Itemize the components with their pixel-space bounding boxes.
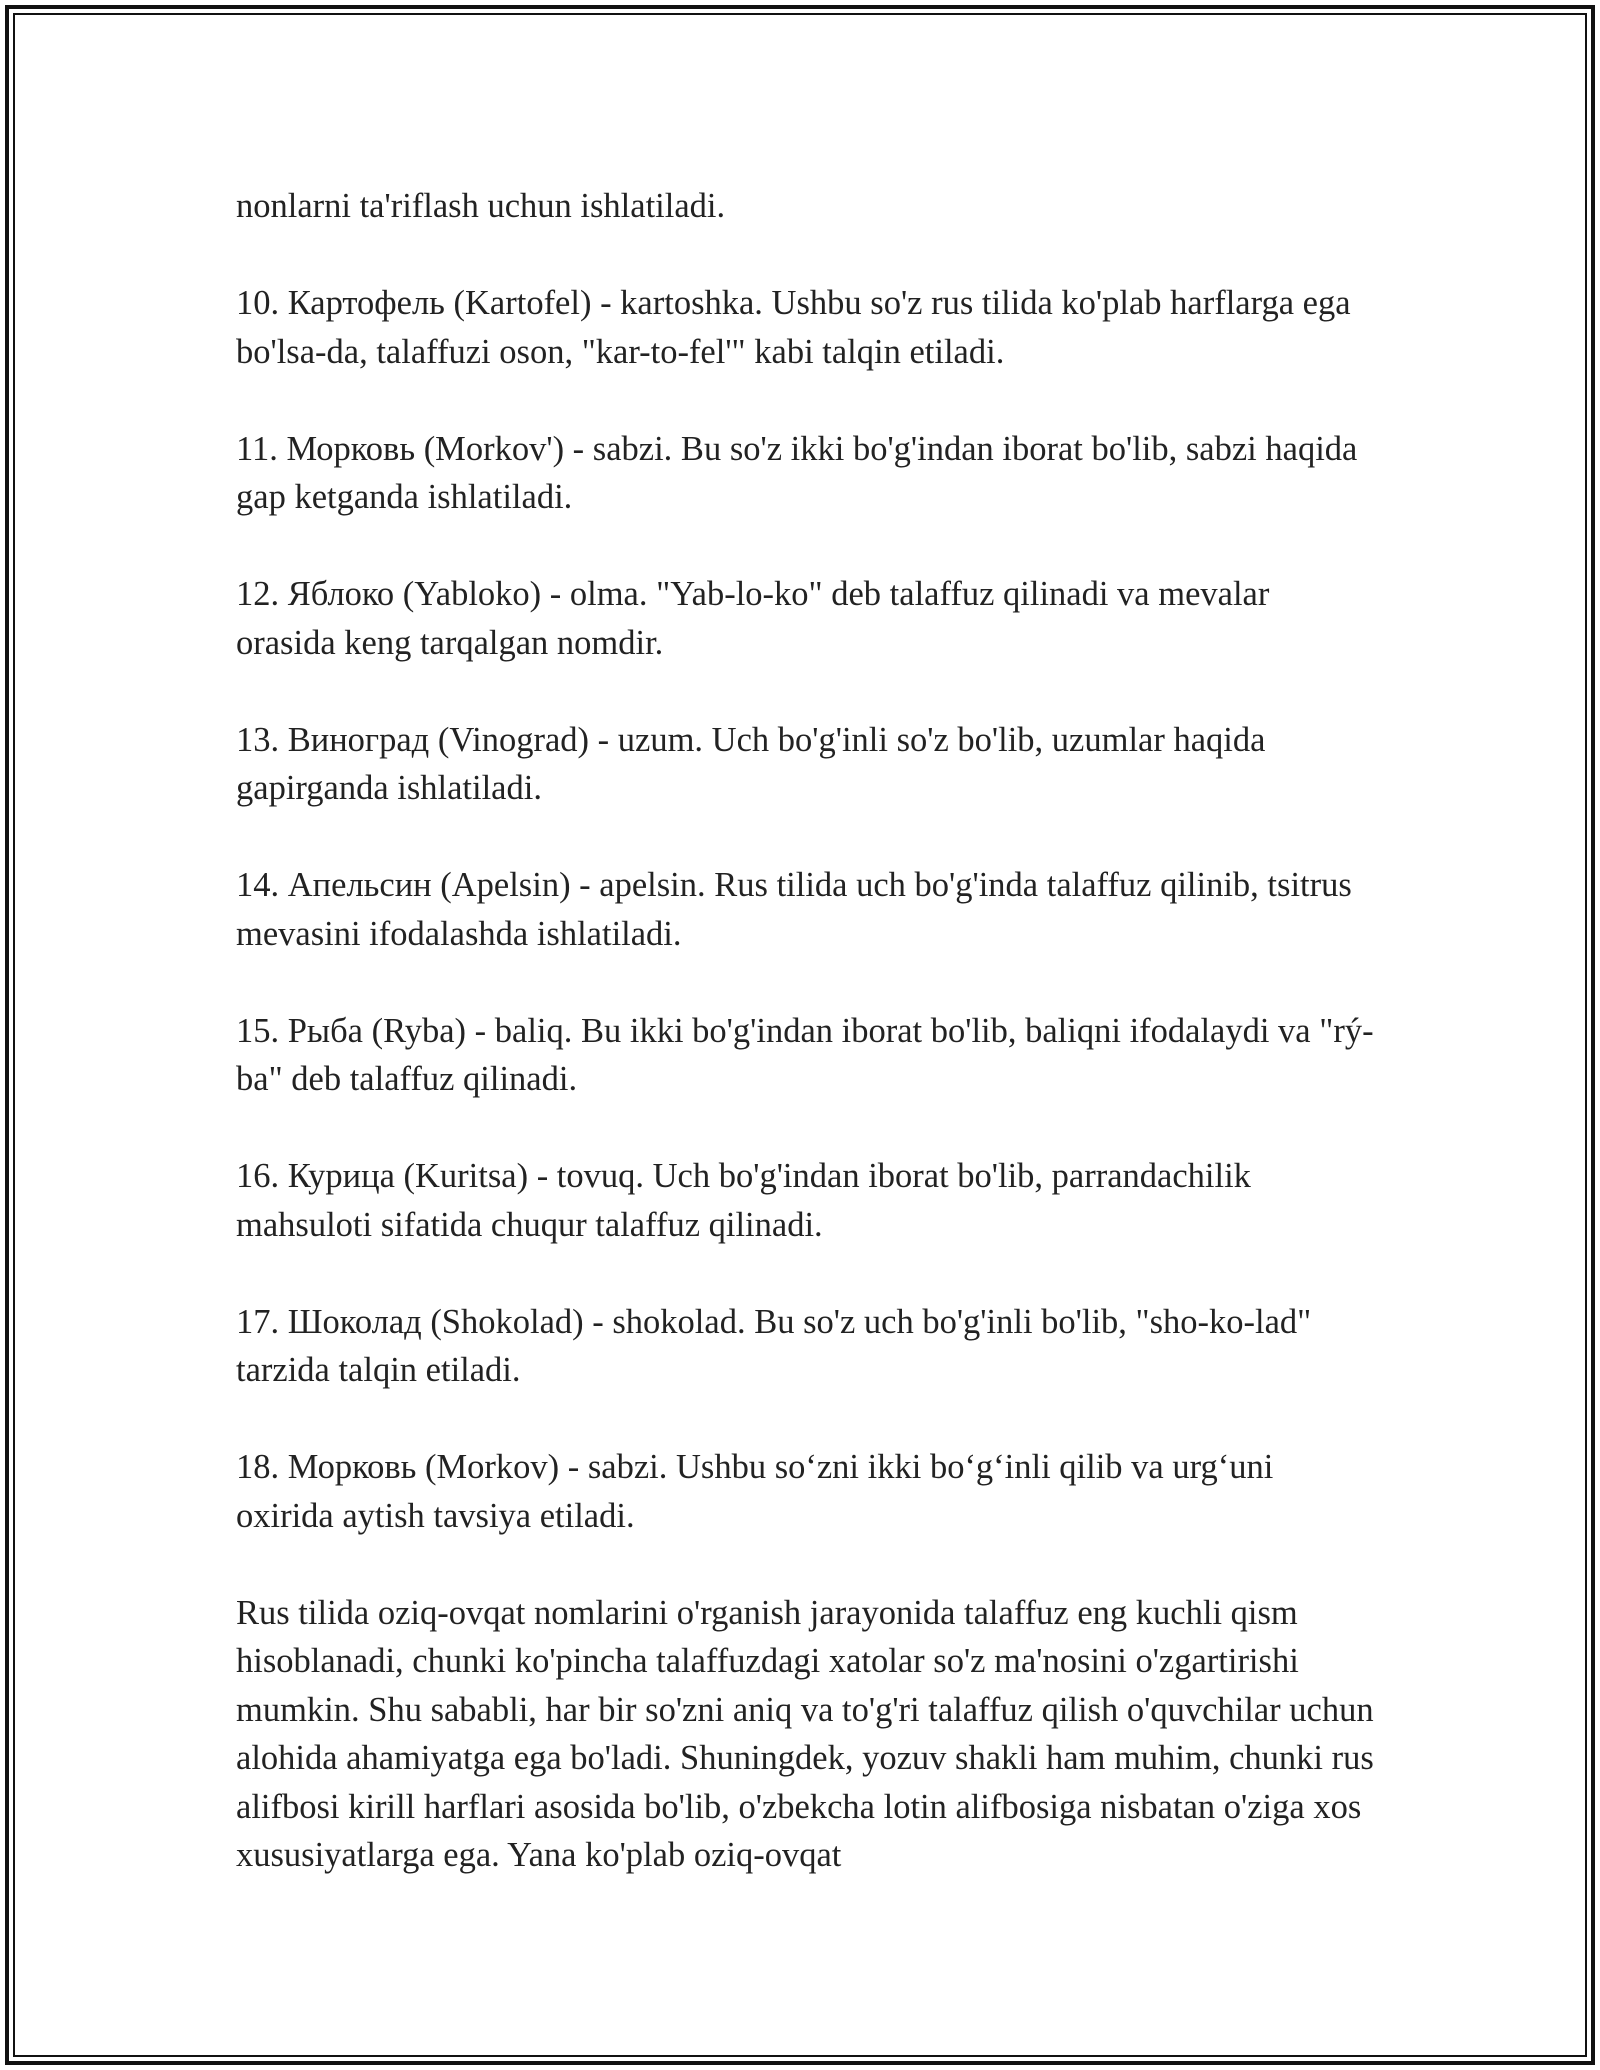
closing-paragraph: Rus tilida oziq-ovqat nomlarini o'rganish jarayonida talaffuz eng kuchli qism hisoblanadi, chunki ko'pincha talaffuzdagi xatolar so'z ma'nosini o'zgartirishi mumkin. Shu sababli, har bir so'zni aniq va to'g'ri talaffuz qilish o'quvchilar uchun alohida ahamiyatga ega bo'ladi. Shuningdek, yozuv shakli ham muhim, chunki rus alifbosi kirill harflari asosida bo'lib, o'zbekcha lotin alifbosiga nisbatan o'ziga xos xususiyatlarga ega. Yana ko'plab oziq-ovqat bbox=[236, 1593, 1374, 1874]
document-body bbox=[236, 182, 1376, 1880]
list-item-13: 13. Виноград (Vinograd) - uzum. Uch bo'g'inli so'z bo'lib, uzumlar haqida gapirganda ishlatiladi. bbox=[236, 720, 1266, 807]
list-item-10: 10. Картофель (Kartofel) - kartoshka. Ushbu so'z rus tilida ko'plab harflarga ega bo'lsa-da, talaffuzi oson, "kar-to-fel'" kabi talqin etiladi. bbox=[236, 284, 1351, 371]
list-item-14: 14. Апельсин (Apelsin) - apelsin. Rus tilida uch bo'g'inda talaffuz qilinib, tsitrus mevasini ifodalashda ishlatiladi. bbox=[236, 866, 1352, 953]
list-item-12: 12. Яблоко (Yabloko) - olma. "Yab-lo-ko" deb talaffuz qilinadi va mevalar orasida keng tarqalgan nomdir. bbox=[236, 575, 1270, 662]
list-item-16: 16. Курица (Kuritsa) - tovuq. Uch bo'g'indan iborat bo'lib, parrandachilik mahsuloti sifatida chuqur talaffuz qilinadi. bbox=[236, 1157, 1251, 1244]
list-item-15: 15. Рыба (Ryba) - baliq. Bu ikki bo'g'indan iborat bo'lib, baliqni ifodalaydi va "rý-ba" deb talaffuz qilinadi. bbox=[236, 1011, 1374, 1098]
list-item-11: 11. Морковь (Morkov') - sabzi. Bu so'z ikki bo'g'indan iborat bo'lib, sabzi haqida gap ketganda ishlatiladi. bbox=[236, 429, 1358, 516]
list-item-17: 17. Шоколад (Shokolad) - shokolad. Bu so'z uch bo'g'inli bo'lib, "sho-ko-lad" tarzida talqin etiladi. bbox=[236, 1302, 1312, 1389]
paragraph-continuation: nonlarni ta'riflash uchun ishlatiladi. bbox=[236, 187, 726, 225]
list-item-18: 18. Морковь (Morkov) - sabzi. Ushbu so‘zni ikki bo‘g‘inli qilib va urg‘uni oxirida aytish tavsiya etiladi. bbox=[236, 1448, 1274, 1535]
